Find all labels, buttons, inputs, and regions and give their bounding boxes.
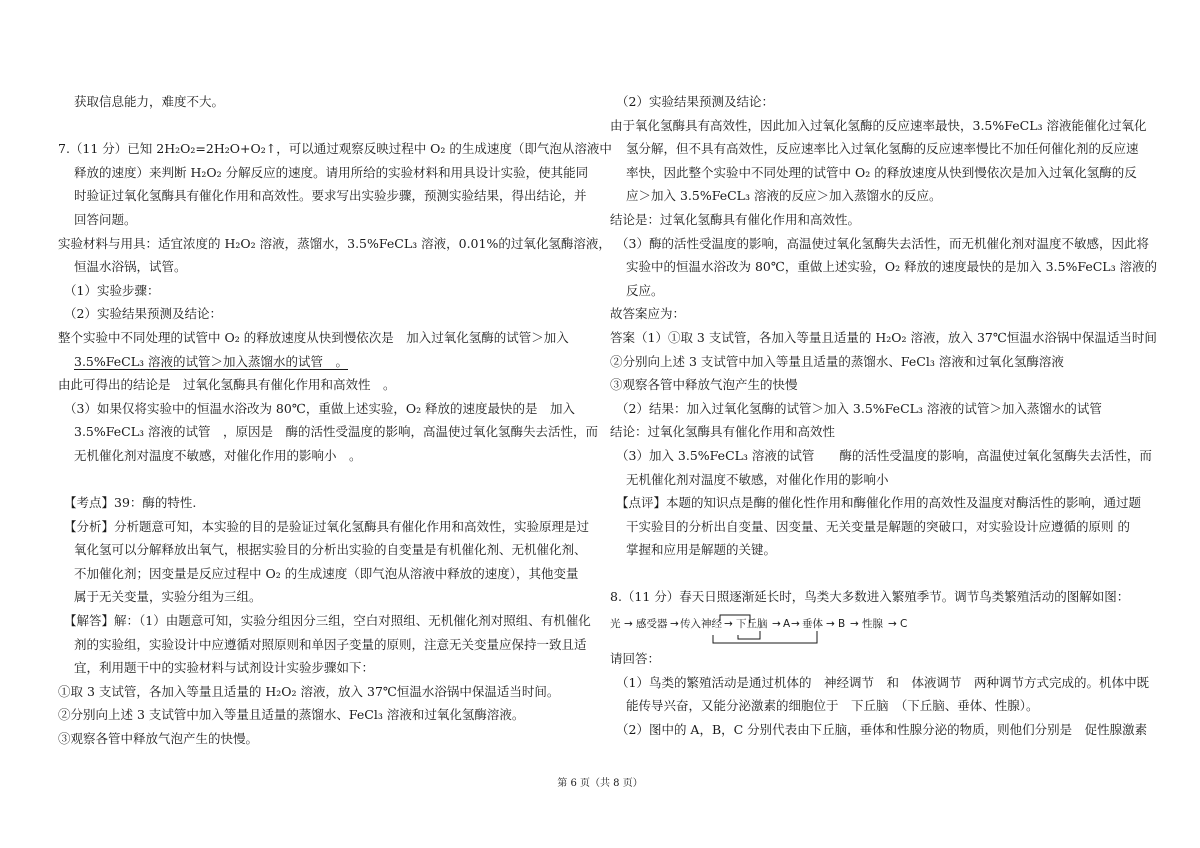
text-line: 3.5%FeCL₃ 溶液的试管＞加入蒸馏水的试管 。 <box>74 353 348 369</box>
node-receptor: 感受器 <box>636 618 668 631</box>
text-line: 请回答： <box>610 651 661 667</box>
text-line: （2）结果：加入过氧化氢酶的试管＞加入 3.5%FeCL₃ 溶液的试管＞加入蒸馏水的试管 <box>616 400 1102 416</box>
text-line: （2）图中的 A，B，C 分别代表由下丘脑，垂体和性腺分泌的物质，则他们分别是 促性腺激素 <box>616 721 1148 737</box>
text-line: 时验证过氧化氢酶具有催化作用和高效性。要求写出实验步骤，预测实验结果，得出结论，并 <box>74 188 587 204</box>
text-line: 剂的实验组，实验设计中应遵循对照原则和单因子变量的原则，注意无关变量应保持一致且适 <box>74 636 587 652</box>
text-line: 反应。 <box>626 282 664 298</box>
node-hypothalamus: 下丘脑 <box>736 618 768 631</box>
text-line: 无机催化剂对温度不敏感，对催化作用的影响小 <box>626 471 889 487</box>
regulation-diagram <box>610 611 1150 647</box>
text-line: （2）实验结果预测及结论： <box>64 306 222 322</box>
node-gonad: 性腺 <box>862 618 883 631</box>
right-column-text <box>610 90 1158 609</box>
text-line: 【解答】解：（1）由题意可知，实验分组因分三组，空白对照组、无机催化剂对照组、有机催化 <box>64 613 591 629</box>
feedback-line-b <box>738 631 760 639</box>
text-line: 【分析】分析题意可知，本实验的目的是验证过氧化氢酶具有催化作用和高效性，实验原理是过 <box>64 518 590 534</box>
text-line: 由于氧化氢酶具有高效性，因此加入过氧化氢酶的反应速率最快，3.5%FeCL₃ 溶液能催化过氧化 <box>610 117 1147 133</box>
text-line: 属于无关变量，实验分组为三组。 <box>74 589 262 605</box>
text-line: 释放的速度）来判断 H₂O₂ 分解反应的速度。请用所给的实验材料和用具设计实验，使其能同 <box>74 164 589 180</box>
text-line: ②分别向上述 3 支试管中加入等量且适量的蒸馏水、FeCl₃ 溶液和过氧化氢酶溶液。 <box>58 707 525 723</box>
text-line <box>58 468 598 492</box>
node-b: B <box>838 618 846 631</box>
text-line: ①取 3 支试管，各加入等量且适量的 H₂O₂ 溶液，放入 37℃恒温水浴锅中保温适当时间。 <box>58 683 560 699</box>
text-line: 实验材料与用具：适宜浓度的 H₂O₂ 溶液，蒸馏水，3.5%FeCL₃ 溶液，0.01%的过氧化氢酶溶液， <box>58 235 611 251</box>
text-line: 整个实验中不同处理的试管中 O₂ 的释放速度从快到慢依次是 加入过氧化氢酶的试管＞加入 <box>58 329 569 345</box>
text-line: ②分别向上述 3 支试管中加入等量且适量的蒸馏水、FeCl₃ 溶液和过氧化氢酶溶液 <box>610 353 1064 369</box>
page-footer: 第 6 页（共 8 页） <box>557 778 643 789</box>
right-column-questions <box>610 647 1150 741</box>
text-line: （1）实验步骤： <box>64 282 160 298</box>
svg-text:→: → <box>791 618 800 631</box>
text-line: 由此可得出的结论是 过氧化氢酶具有催化作用和高效性 。 <box>58 377 396 393</box>
text-line: 无机催化剂对温度不敏感，对催化作用的影响小 。 <box>74 447 362 463</box>
node-light: 光 <box>610 618 621 631</box>
text-line: （3）酶的活性受温度的影响，高温使过氧化氢酶失去活性，而无机催化剂对温度不敏感，因此将 <box>616 235 1149 251</box>
svg-text:→: → <box>624 618 633 631</box>
text-line: 【考点】39：酶的特性. <box>64 495 197 511</box>
text-line: 干实验目的分析出自变量、因变量、无关变量是解题的突破口，对实验设计应遵循的原则 的 <box>626 518 1130 534</box>
text-line: 结论：过氧化氢酶具有催化作用和高效性 <box>610 424 836 440</box>
svg-text:→: → <box>724 618 733 631</box>
svg-text:→: → <box>888 618 897 631</box>
text-line <box>58 114 598 138</box>
text-line: 答案（1）①取 3 支试管，各加入等量且适量的 H₂O₂ 溶液，放入 37℃恒温水浴锅中保温适当时间 <box>610 329 1157 345</box>
text-line: （3）如果仅将实验中的恒温水浴改为 80℃，重做上述实验，O₂ 释放的速度最快的是 加入 <box>64 400 576 416</box>
svg-text:→: → <box>850 618 859 631</box>
text-line: 恒温水浴锅，试管。 <box>74 259 187 275</box>
text-line <box>610 562 1150 586</box>
text-line: 【点评】本题的知识点是酶的催化性作用和酶催化作用的高效性及温度对酶活性的影响，通过题 <box>616 495 1142 511</box>
svg-text:→: → <box>670 618 679 631</box>
node-c: C <box>900 618 908 631</box>
text-line: 掌握和应用是解题的关键。 <box>626 542 777 558</box>
text-line: 能传导兴奋，又能分泌激素的细胞位于 下丘脑 （下丘脑、垂体、性腺）。 <box>626 698 1039 714</box>
text-line: 氧化氢可以分解释放出氧气，根据实验目的分析出实验的自变量是有机催化剂、无机催化剂、 <box>74 542 587 558</box>
text-line: 不加催化剂；因变量是反应过程中 O₂ 的生成速度（即气泡从溶液中释放的速度），其他变量 <box>74 565 579 581</box>
text-line: ③观察各管中释放气泡产生的快慢 <box>610 377 798 393</box>
node-pituitary: 垂体 <box>802 618 823 631</box>
text-line: 8.（11 分）春天日照逐渐延长时，鸟类大多数进入繁殖季节。调节鸟类繁殖活动的图解如图： <box>610 589 1130 605</box>
text-line: （1）鸟类的繁殖活动是通过机体的 神经调节 和 体液调节 两种调节方式完成的。机体中既 <box>616 674 1149 690</box>
text-line: 3.5%FeCL₃ 溶液的试管 ，原因是 酶的活性受温度的影响，高温使过氧化氢酶失去活性，而 <box>74 424 598 440</box>
svg-text:→: → <box>826 618 835 631</box>
text-line: 结论是：过氧化氢酶具有催化作用和高效性。 <box>610 211 861 227</box>
svg-text:→: → <box>772 618 781 631</box>
node-a: A <box>783 618 791 631</box>
text-line: 应＞加入 3.5%FeCL₃ 溶液的反应＞加入蒸馏水的反应。 <box>626 188 942 204</box>
right-column <box>610 90 1158 741</box>
regulation-diagram-svg <box>610 611 910 647</box>
text-line: （3）加入 3.5%FeCL₃ 溶液的试管 酶的活性受温度的影响，高温使过氧化氢酶失去活性，而 <box>616 447 1152 463</box>
text-line: ③观察各管中释放气泡产生的快慢。 <box>58 731 259 747</box>
text-line: 实验中的恒温水浴改为 80℃，重做上述实验，O₂ 释放的速度最快的是加入 3.5%FeCL₃ 溶液的 <box>626 259 1158 275</box>
node-afferent-nerve: 传入神经 <box>680 618 722 631</box>
text-line: 氢分解，但不具有高效性，反应速率比入过氧化氢酶的反应速率慢比不加任何催化剂的反应速 <box>626 141 1139 157</box>
feedback-line-c <box>713 631 817 643</box>
text-line: （2）实验结果预测及结论： <box>616 94 774 109</box>
left-column <box>58 90 612 751</box>
text-line: 故答案应为： <box>610 306 686 322</box>
text-line: 宜，利用题干中的实验材料与试剂设计实验步骤如下： <box>74 660 375 676</box>
text-line: 7.（11 分）已知 2H₂O₂=2H₂O+O₂↑，可以通过观察反映过程中 O₂ 的生成速度（即气泡从溶液中 <box>58 141 612 157</box>
text-line: 回答问题。 <box>74 211 137 227</box>
text-line: 率快，因此整个实验中不同处理的试管中 O₂ 的释放速度从快到慢依次是加入过氧化氢酶的反 <box>626 164 1137 180</box>
text-line: 获取信息能力，难度不大。 <box>74 94 225 109</box>
